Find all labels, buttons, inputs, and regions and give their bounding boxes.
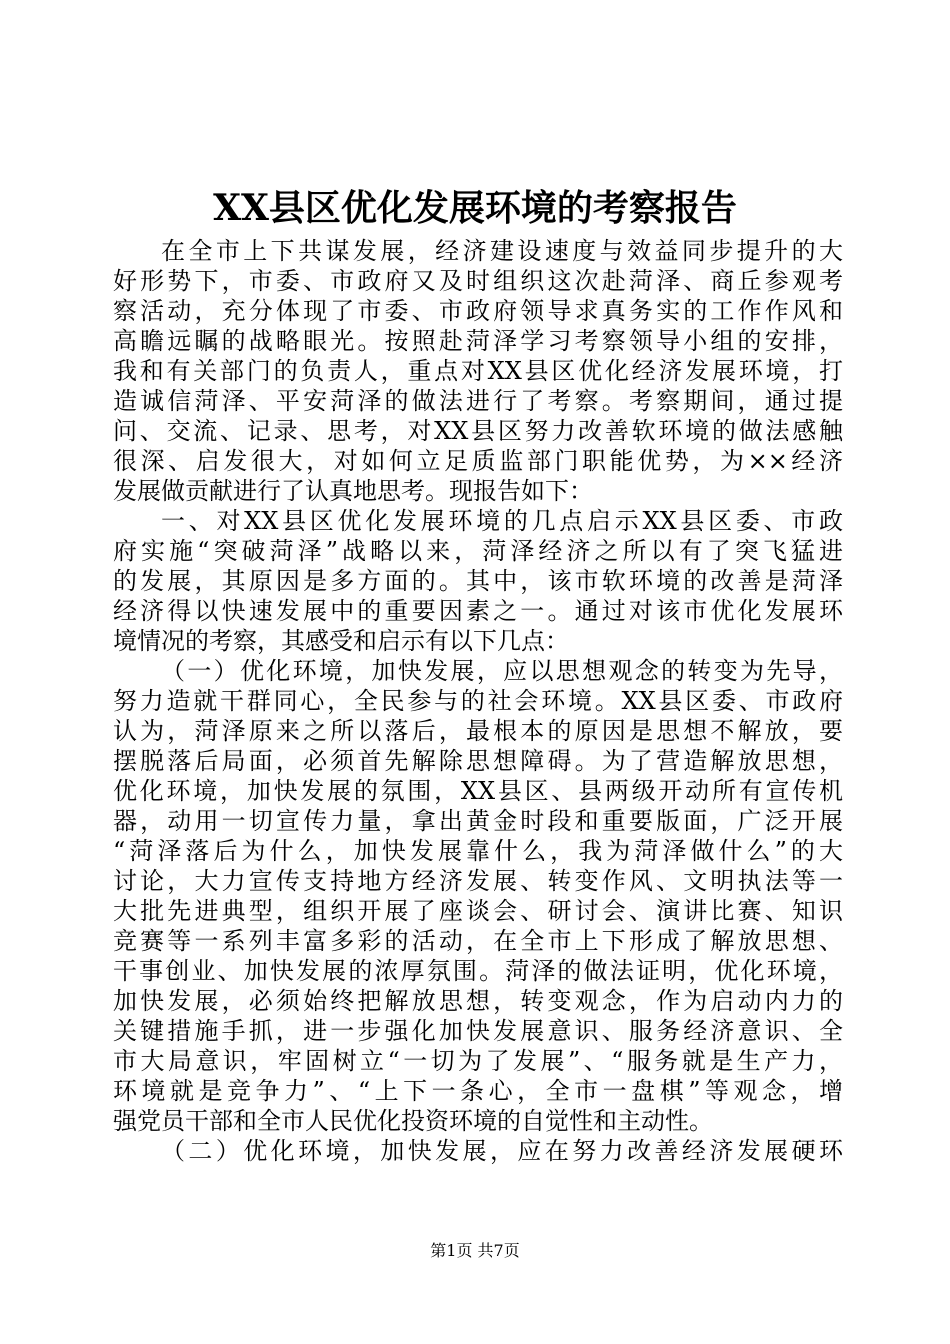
- paragraph-line: 经济得以快速发展中的重要因素之一。通过对该市优化发展环: [113, 597, 843, 625]
- paragraph-line: 好形势下，市委、市政府又及时组织这次赴菏泽、商丘参观考: [113, 267, 843, 295]
- paragraph-line: （一）优化环境，加快发展，应以思想观念的转变为先导，: [161, 657, 843, 685]
- paragraph-line: 的发展，其原因是多方面的。其中，该市软环境的改善是菏泽: [113, 567, 843, 595]
- paragraph-line: 问、交流、记录、思考，对XX县区努力改善软环境的做法感触: [113, 417, 843, 445]
- paragraph-line: 察活动，充分体现了市委、市政府领导求真务实的工作作风和: [113, 297, 843, 325]
- paragraph-line: 高瞻远瞩的战略眼光。按照赴菏泽学习考察领导小组的安排，: [113, 327, 843, 355]
- paragraph-line: 器，动用一切宣传力量，拿出黄金时段和重要版面，广泛开展: [113, 807, 843, 835]
- paragraph-line: 境情况的考察，其感受和启示有以下几点：: [113, 627, 569, 655]
- paragraph-line: 认为，菏泽原来之所以落后，最根本的原因是思想不解放，要: [113, 717, 843, 745]
- paragraph-line: 摆脱落后局面，必须首先解除思想障碍。为了营造解放思想，: [113, 747, 843, 775]
- paragraph-line: 市大局意识，牢固树立“一切为了发展”、“服务就是生产力，: [113, 1047, 843, 1075]
- paragraph-line: 讨论，大力宣传支持地方经济发展、转变作风、文明执法等一: [113, 867, 843, 895]
- paragraph-line: 环境就是竞争力”、“上下一条心，全市一盘棋”等观念，增: [113, 1077, 843, 1105]
- paragraph-line: 干事创业、加快发展的浓厚氛围。菏泽的做法证明，优化环境，: [113, 957, 843, 985]
- page-title: XX县区优化发展环境的考察报告: [213, 187, 737, 229]
- paragraph-line: 优化环境，加快发展的氛围，XX县区、县两级开动所有宣传机: [113, 777, 843, 805]
- paragraph-line: 竞赛等一系列丰富多彩的活动，在全市上下形成了解放思想、: [113, 927, 843, 955]
- report-body: [113, 236, 843, 1166]
- paragraph-line: 强党员干部和全市人民优化投资环境的自觉性和主动性。: [113, 1107, 713, 1135]
- paragraph-line: 大批先进典型，组织开展了座谈会、研讨会、演讲比赛、知识: [113, 897, 843, 925]
- paragraph-line: 关键措施手抓，进一步强化加快发展意识、服务经济意识、全: [113, 1017, 843, 1045]
- paragraph-line: 一、对XX县区优化发展环境的几点启示XX县区委、市政: [161, 507, 843, 535]
- paragraph-line: “菏泽落后为什么，加快发展靠什么，我为菏泽做什么”的大: [113, 837, 843, 865]
- paragraph-line: 发展做贡献进行了认真地思考。现报告如下：: [113, 477, 593, 505]
- paragraph-line: 造诚信菏泽、平安菏泽的做法进行了考察。考察期间，通过提: [113, 387, 843, 415]
- paragraph-line: 府实施“突破菏泽”战略以来，菏泽经济之所以有了突飞猛进: [113, 537, 843, 565]
- paragraph-line: 努力造就干群同心，全民参与的社会环境。XX县区委、市政府: [113, 687, 843, 715]
- paragraph-line: 在全市上下共谋发展，经济建设速度与效益同步提升的大: [161, 237, 843, 265]
- paragraph-line: 很深、启发很大，对如何立足质监部门职能优势，为××经济: [113, 447, 843, 475]
- paragraph-line: 我和有关部门的负责人，重点对XX县区优化经济发展环境，打: [113, 357, 843, 385]
- page-number: 第1页 共7页: [430, 1241, 520, 1260]
- paragraph-line: 加快发展，必须始终把解放思想，转变观念，作为启动内力的: [113, 987, 843, 1015]
- paragraph-line: （二）优化环境，加快发展，应在努力改善经济发展硬环: [161, 1137, 843, 1165]
